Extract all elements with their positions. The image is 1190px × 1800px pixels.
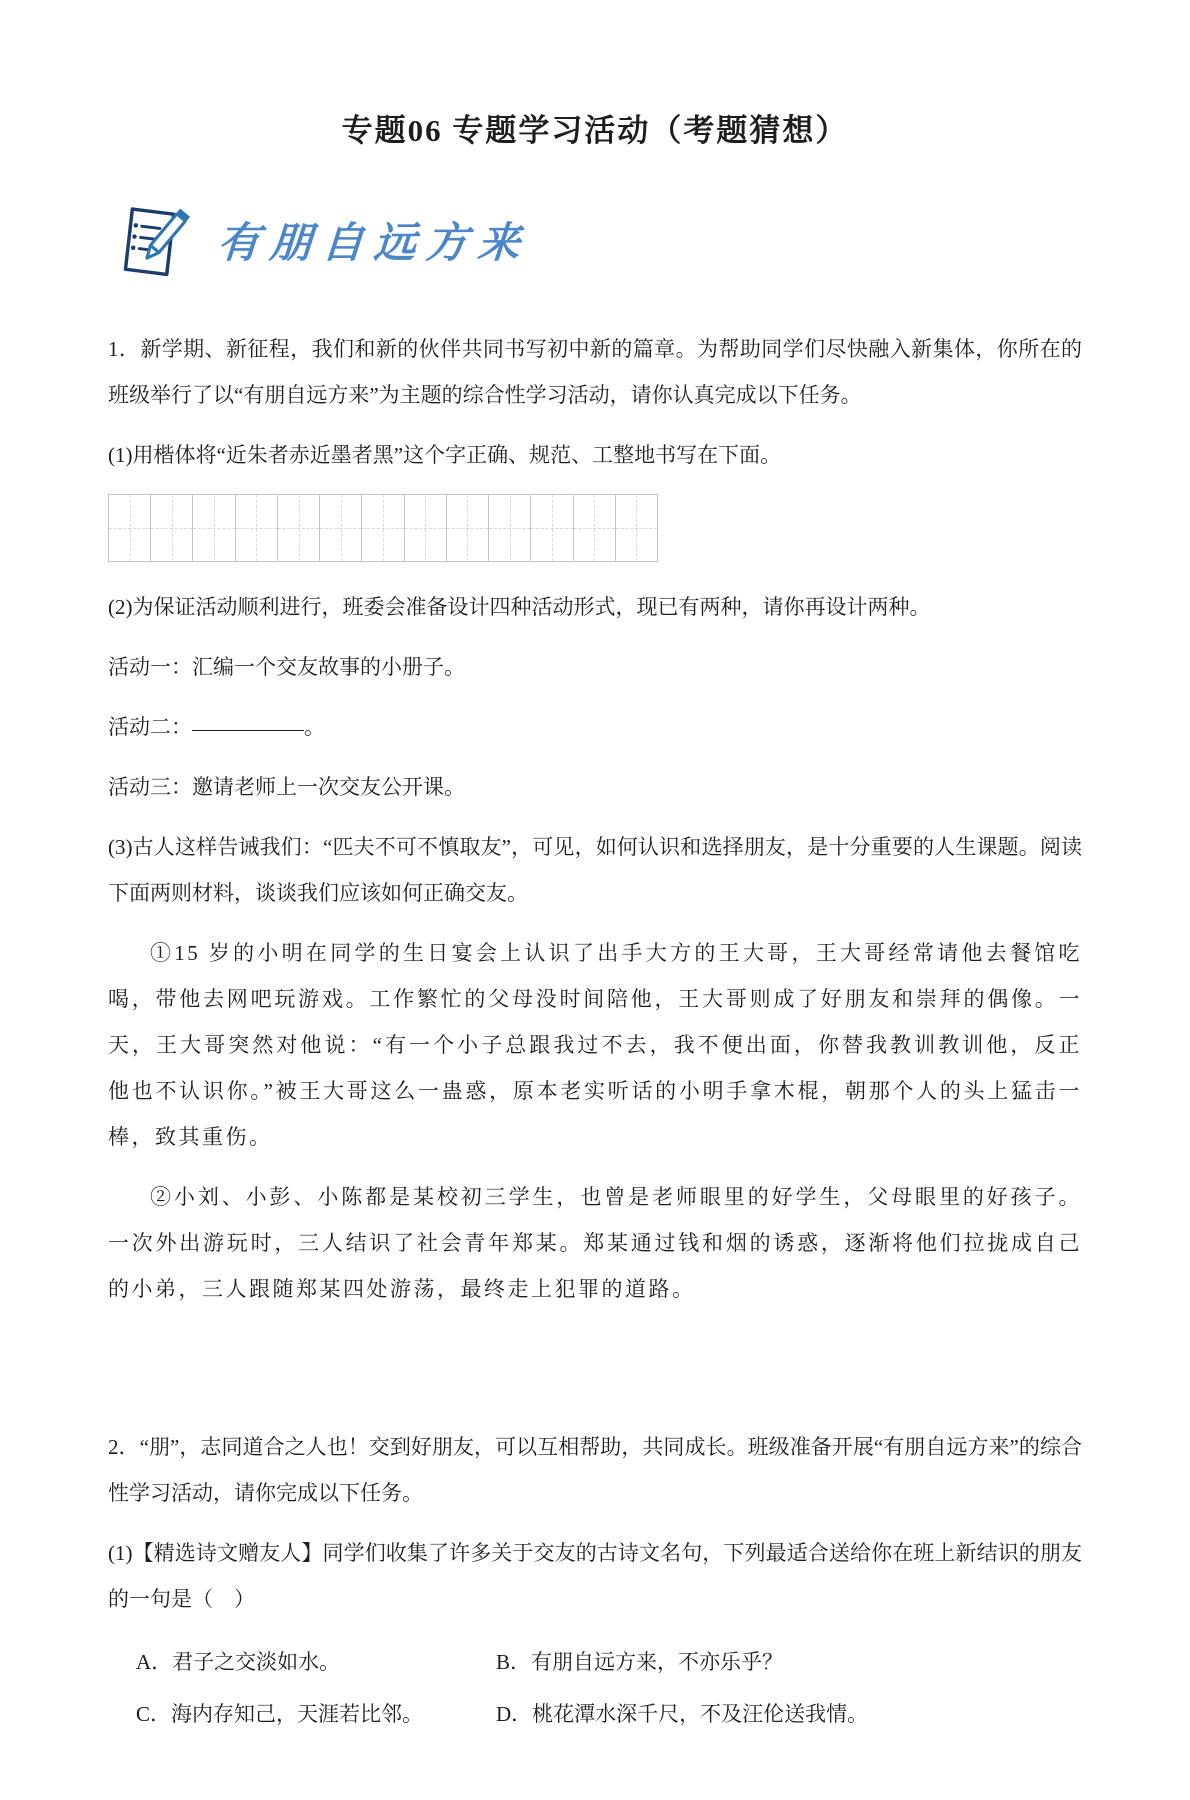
writing-grid-cell xyxy=(447,495,489,561)
activity-2-label: 活动二： xyxy=(108,715,192,739)
writing-grid-cell xyxy=(236,495,278,561)
options-row-1 xyxy=(136,1636,1082,1688)
writing-grid-cell xyxy=(574,495,616,561)
writing-grid-cell xyxy=(616,495,657,561)
writing-grid-cell xyxy=(320,495,362,561)
writing-grid-cell xyxy=(405,495,447,561)
option-b: B．有朋自远方来，不亦乐乎？ xyxy=(496,1650,784,1674)
banner-calligraphy-text: 有朋自远方来 xyxy=(216,221,532,267)
writing-grid-cell xyxy=(489,495,531,561)
question1-intro: 1．新学期、新征程，我们和新的伙伴共同书写初中新的篇章。为帮助同学们尽快融入新集体，你所在的班级举行了以“有朋自远方来”为主题的综合性学习活动，请你认真完成以下任务。 xyxy=(108,337,1082,407)
header-banner xyxy=(110,194,1082,286)
option-a: A．君子之交淡如水。 xyxy=(136,1650,341,1674)
writing-grid-cell xyxy=(531,495,573,561)
writing-grid-cell xyxy=(362,495,404,561)
writing-grid-cell xyxy=(278,495,320,561)
writing-grid-cell xyxy=(151,495,193,561)
activity-2-blank xyxy=(192,729,304,731)
document-pencil-icon xyxy=(110,197,196,283)
activity-2 xyxy=(108,704,1082,750)
material-1: ①15 岁的小明在同学的生日宴会上认识了出手大方的王大哥，王大哥经常请他去餐馆吃喝，带他去网吧玩游戏。工作繁忙的父母没时间陪他，王大哥则成了好朋友和崇拜的偶像。一天，王大哥突然对他说：“有一个小子总跟我过不去，我不便出面，你替我教训教训他，反正他也不认识你。”被王大哥这么一蛊惑，原本老实听话的小明手拿木棍，朝那个人的头上猛击一棒，致其重伤。 xyxy=(108,941,1082,1149)
writing-grid-cell xyxy=(109,495,151,561)
page-title: 专题06 专题学习活动（考题猜想） xyxy=(341,113,849,148)
question2-part1-instruction: (1)【精选诗文赠友人】同学们收集了许多关于交友的古诗文名句，下列最适合送给你在班上新结识的朋友的一句是（ ） xyxy=(108,1541,1082,1611)
option-c: C．海内存知己，天涯若比邻。 xyxy=(136,1702,424,1726)
question2-intro: 2．“朋”，志同道合之人也！交到好朋友，可以互相帮助，共同成长。班级准备开展“有朋自远方来”的综合性学习活动，请你完成以下任务。 xyxy=(108,1435,1082,1505)
question1-part3-instruction: (3)古人这样告诫我们：“匹夫不可不慎取友”，可见，如何认识和选择朋友，是十分重要的人生课题。阅读下面两则材料，谈谈我们应该如何正确交友。 xyxy=(108,835,1082,905)
activity-1: 活动一：汇编一个交友故事的小册子。 xyxy=(108,655,465,679)
material-2: ②小刘、小彭、小陈都是某校初三学生，也曾是老师眼里的好学生，父母眼里的好孩子。一次外出游玩时，三人结识了社会青年郑某。郑某通过钱和烟的诱惑，逐渐将他们拉拢成自己的小弟，三人跟随郑某四处游荡，最终走上犯罪的道路。 xyxy=(108,1185,1082,1301)
question1-part1-instruction: (1)用楷体将“近朱者赤近墨者黑”这个字正确、规范、工整地书写在下面。 xyxy=(108,443,782,467)
activity-2-period: 。 xyxy=(304,715,325,739)
question1-part2-instruction: (2)为保证活动顺利进行，班委会准备设计四种活动形式，现已有两种，请你再设计两种。 xyxy=(108,595,931,619)
option-d: D．桃花潭水深千尺，不及汪伦送我情。 xyxy=(496,1702,869,1726)
writing-grid-cell xyxy=(193,495,235,561)
multiple-choice-options xyxy=(136,1636,1082,1740)
options-row-2 xyxy=(136,1688,1082,1740)
activity-3: 活动三：邀请老师上一次交友公开课。 xyxy=(108,775,465,799)
writing-practice-grid xyxy=(108,494,658,562)
